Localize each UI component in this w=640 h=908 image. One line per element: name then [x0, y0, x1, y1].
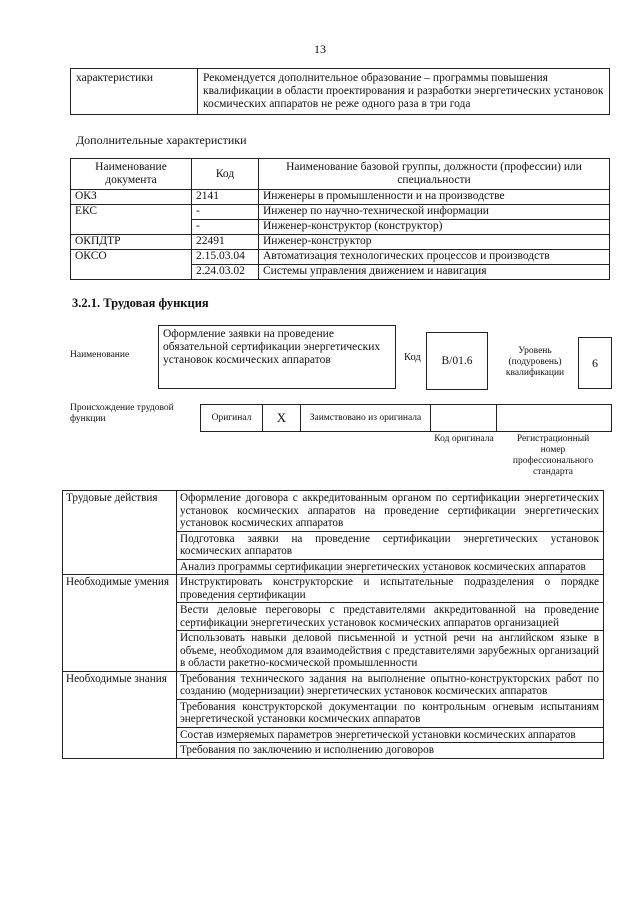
- section-title: 3.2.1. Трудовая функция: [72, 296, 209, 310]
- column-header-code: Код: [192, 159, 259, 190]
- origin-code-caption: Код оригинала: [434, 434, 494, 444]
- list-item: Подготовка заявки на проведение сертификации энергетических установок космических аппаратов: [177, 531, 604, 559]
- column-header-doc: Наименование документа: [71, 159, 192, 190]
- row-code: -: [192, 220, 259, 235]
- row-doc: ОКПДТР: [71, 235, 192, 250]
- additional-title: Дополнительные характеристики: [76, 133, 247, 147]
- table-row: [71, 190, 610, 205]
- row-name: Инженер-конструктор (конструктор): [259, 220, 610, 235]
- row-name: Инженер по научно-технической информации: [259, 205, 610, 220]
- origin-original: Оригинал: [201, 405, 263, 431]
- origin-reg-caption: Регистрационный номер профессионального стандарта: [512, 434, 594, 477]
- row-name: Инженер-конструктор: [259, 235, 610, 250]
- top-table: [70, 68, 610, 115]
- list-item: Состав измеряемых параметров энергетической установки космических аппаратов: [177, 727, 604, 743]
- list-item: Инструктировать конструкторские и испытательные подразделения о порядке проведения сертификации: [177, 575, 604, 603]
- row-name: Автоматизация технологических процессов и производств: [259, 250, 610, 265]
- origin-mark: X: [263, 405, 301, 431]
- level-box: 6: [578, 337, 612, 389]
- table-row: [63, 575, 604, 603]
- origin-row: [200, 404, 612, 432]
- list-item: Использовать навыки деловой письменной и устной речи на английском языке в объеме, необходимом для взаимодействия с представителями зарубежных организаций в области ракетно-космической промышленности: [177, 631, 604, 672]
- row-name: Системы управления движением и навигация: [259, 265, 610, 280]
- group-title-actions: Трудовые действия: [63, 491, 177, 575]
- origin-reg-cell: [497, 405, 611, 431]
- table-row: [71, 205, 610, 220]
- row-code: -: [192, 205, 259, 220]
- table-row: [71, 235, 610, 250]
- row-code: 2.24.03.02: [192, 265, 259, 280]
- origin-borrowed: Заимствовано из оригинала: [301, 405, 431, 431]
- row-code: 2141: [192, 190, 259, 205]
- top-table-text: Рекомендуется дополнительное образование – программы повышения квалификации в области проектирования и разработки энергетических установок космических аппаратов не реже одного раза в три года: [198, 69, 610, 115]
- table-row: [71, 250, 610, 265]
- list-item: Требования конструкторской документации по контрольным огневым испытаниям энергетической установки космических аппаратов: [177, 699, 604, 727]
- row-name: Инженеры в промышленности и на производстве: [259, 190, 610, 205]
- function-code-box: B/01.6: [426, 332, 488, 390]
- table-row: [63, 491, 604, 532]
- page-number: 13: [314, 42, 326, 56]
- table-row: [63, 671, 604, 699]
- group-title-skills: Необходимые умения: [63, 575, 177, 672]
- row-code: 2.15.03.04: [192, 250, 259, 265]
- level-label: Уровень (подуровень) квалификации: [505, 346, 565, 378]
- function-code-label: Код: [404, 352, 421, 363]
- list-item: Оформление договора с аккредитованным органом по сертификации энергетических установок космических аппаратов на проведение сертификации энергетических установок космических аппаратов: [177, 491, 604, 532]
- group-title-knowledge: Необходимые знания: [63, 671, 177, 758]
- origin-code-cell: [431, 405, 497, 431]
- row-doc: ОКСО: [71, 250, 192, 280]
- column-header-name: Наименование базовой группы, должности (профессии) или специальности: [259, 159, 610, 190]
- function-name-label: Наименование: [70, 350, 130, 360]
- function-name-box: Оформление заявки на проведение обязательной сертификации энергетических установок космических аппаратов: [158, 325, 396, 389]
- top-table-label: характеристики: [71, 69, 198, 115]
- row-doc: ОКЗ: [71, 190, 192, 205]
- function-details-table: [62, 490, 604, 759]
- list-item: Требования по заключению и исполнению договоров: [177, 743, 604, 759]
- list-item: Требования технического задания на выполнение опытно-конструкторских работ по созданию (модернизации) энергетических установок космических аппаратов: [177, 671, 604, 699]
- origin-label: Происхождение трудовой функции: [70, 403, 174, 424]
- row-doc: ЕКС: [71, 205, 192, 235]
- list-item: Анализ программы сертификации энергетических установок космических аппаратов: [177, 559, 604, 575]
- list-item: Вести деловые переговоры с представителями аккредитованной на проведение сертификации энергетических установок космических аппаратов организацией: [177, 603, 604, 631]
- additional-table: [70, 158, 610, 280]
- row-code: 22491: [192, 235, 259, 250]
